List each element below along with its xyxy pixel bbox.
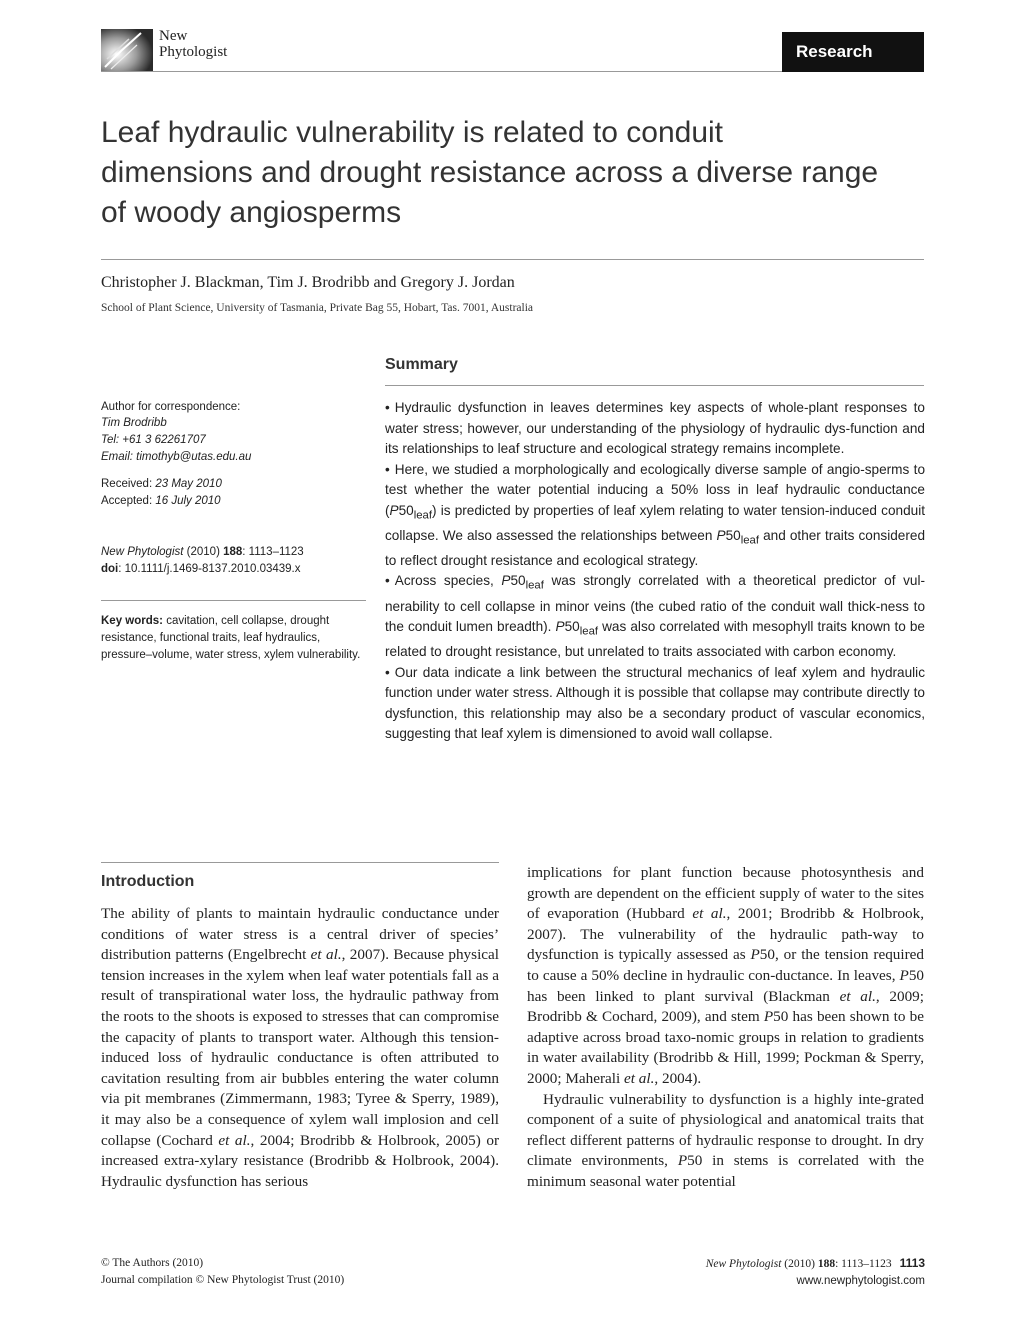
body-text: 50 has been shown to be adaptive across broad taxo-nomic groups in relation to gradients in water availability (Brodribb & Hill, 1999; Pockman & Sperry, 2000; Maherali xyxy=(527,1008,924,1087)
journal-logo-icon xyxy=(101,29,153,71)
summary-text: Our data indicate a link between the structural mechanics of leaf xylem and hydraulic function under water stress. Although it is possible that collapse may contribute directly to dysfunction, this relationship may also be a secondary product of vascular economics, suggesting that leaf xylem is dimensioned to avoid wall collapse. xyxy=(385,664,925,742)
paragraph xyxy=(527,1090,924,1193)
keywords-text: cavitation, cell collapse, drought resistance, functional traits, leaf hydraulics, pressure–volume, water stress, xylem vulnerability. xyxy=(101,615,361,661)
leaf-subscript: leaf xyxy=(579,625,599,638)
keywords xyxy=(101,613,363,664)
received-label: Received: xyxy=(101,478,156,490)
paragraph xyxy=(527,863,924,1090)
p-symbol: P xyxy=(501,573,511,589)
journal-name-line2: Phytologist xyxy=(159,44,228,60)
doi-value: : 10.1111/j.1469-8137.2010.03439.x xyxy=(118,563,301,575)
accepted-date xyxy=(101,493,366,510)
keywords-label: Key words: xyxy=(101,615,163,627)
leaf-subscript: leaf xyxy=(525,580,544,593)
body-text: 50, or the tension required to cause a 50% decline in hydraulic con-ductance. In leaves, xyxy=(527,946,924,984)
copyright-journal: Journal compilation © New Phytologist Trust (2010) xyxy=(101,1274,345,1286)
accepted-value: 16 July 2010 xyxy=(155,495,221,507)
summary-rule xyxy=(385,385,924,386)
paragraph xyxy=(101,904,499,1192)
footer-citation xyxy=(640,1255,925,1290)
summary-bullet-2 xyxy=(385,460,925,572)
et-al: et al. xyxy=(624,1069,655,1087)
citation-pages: : 1113–1123 xyxy=(242,546,304,558)
section-badge: Research xyxy=(782,32,924,72)
body-text: , 2004). xyxy=(654,1069,702,1087)
summary-heading: Summary xyxy=(385,356,458,373)
body-text: , 2004; Brodribb & Holbrook, 2005) or increased extra-xylary resistance (Brodribb & Holbrook, 2004). Hydraulic dysfunction has serious xyxy=(101,1131,500,1190)
introduction-rule xyxy=(101,862,499,863)
keywords-rule xyxy=(101,600,366,601)
et-al: et al. xyxy=(310,946,342,964)
footer-volume: 188 xyxy=(817,1258,836,1270)
leaf-subscript: leaf xyxy=(413,509,432,522)
received-date xyxy=(101,476,366,493)
correspondence-tel: Tel: +61 3 62261707 xyxy=(101,434,206,446)
body-text: , 2009; Brodribb & Cochard, 2009), and stem xyxy=(527,987,924,1026)
received-value: 23 May 2010 xyxy=(155,478,222,490)
summary-bullet-3 xyxy=(385,571,925,662)
body-text: Hydraulic vulnerability to dysfunction is a highly inte-grated component of a suite of physiological and anatomical traits that reflect different patterns of hydraulic response to drought. In dry climate environments, xyxy=(527,1090,924,1170)
p-symbol: P xyxy=(677,1152,688,1170)
correspondence-label: Author for correspondence: xyxy=(101,401,241,413)
summary-text: and other traits considered to reflect drought resistance and ecological strategy. xyxy=(385,527,926,568)
summary-list xyxy=(385,398,925,745)
journal-name xyxy=(159,28,227,60)
correspondence-name: Tim Brodribb xyxy=(101,417,167,429)
summary-text: Hydraulic dysfunction in leaves determines key aspects of whole-plant responses to water stress; however, our understanding of the physiology of hydraulic dys-function and its relationships to leaf structure and ecological strategy remains incomplete. xyxy=(385,400,925,456)
citation xyxy=(101,544,366,561)
footer-citation-line xyxy=(640,1255,925,1273)
citation-volume: 188 xyxy=(223,546,243,558)
body-column-right xyxy=(527,863,924,1193)
footer-copyright xyxy=(101,1255,344,1289)
body-text: 50 in stems is correlated with the minimum seasonal water potential xyxy=(527,1152,924,1190)
fifty: 50 xyxy=(725,527,741,543)
introduction-heading: Introduction xyxy=(101,873,195,890)
p-symbol: P xyxy=(899,966,909,984)
article-title: Leaf hydraulic vulnerability is related to conduit dimensions and drought resistance across a diverse range of woody angiosperms xyxy=(101,116,879,229)
footer-website[interactable]: www.newphytologist.com xyxy=(796,1275,925,1287)
p-symbol: P xyxy=(716,527,726,543)
fifty: 50 xyxy=(564,619,580,635)
journal-name-line1: New xyxy=(159,28,188,44)
doi[interactable] xyxy=(101,561,366,578)
p-symbol: P xyxy=(763,1008,774,1026)
title-rule xyxy=(101,259,924,260)
copyright-authors: © The Authors (2010) xyxy=(101,1257,204,1269)
authors: Christopher J. Blackman, Tim J. Brodribb and Gregory J. Jordan xyxy=(101,274,515,291)
body-text: , 2001; Brodribb & Holbrook, 2007). The vulnerability of the hydraulic path-way to dysfunction is typically assessed as xyxy=(527,905,924,964)
et-al: et al. xyxy=(839,987,876,1005)
body-text: implications for plant function because photosynthesis and growth are dependent on the efficient supply of water to the sites of evaporation (Hubbard xyxy=(527,864,924,923)
body-column-left xyxy=(101,904,499,1192)
bullet-icon: • xyxy=(385,664,390,680)
doi-label: doi xyxy=(101,563,119,575)
body-text: , 2007). Because physical tension increases in the xylem when leaf water potentials fall as a result of transpirational water loss, the hydraulic pathway from the roots to the shoots is exposed to stresses that can compromise the capacity of plants to transport water. Although this tension-induced loss of hydraulic conductance is often attributed to cavitation resulting from air bubbles entering the water column via pit membranes (Zimmermann, 1983; Tyree & Sperry, 1989), it may also be a consequence of xylem wall implosion and cell collapse (Cochard xyxy=(101,946,499,1149)
citation-journal: New Phytologist xyxy=(101,546,184,558)
leaf-subscript: leaf xyxy=(740,534,759,547)
footer-year: (2010) xyxy=(781,1258,818,1270)
body-text: The ability of plants to maintain hydraulic conductance under conditions of water stress is a central driver of species’ distribution patterns (Engelbrecht xyxy=(101,905,499,964)
footer-journal: New Phytologist xyxy=(705,1258,782,1270)
accepted-label: Accepted: xyxy=(101,495,156,507)
fifty: 50 xyxy=(510,573,526,589)
p-symbol: P xyxy=(750,946,760,964)
correspondence-email[interactable]: Email: timothyb@utas.edu.au xyxy=(101,451,252,463)
summary-text: was also correlated with mesophyll traits known to be related to drought resistance, but unrelated to traits associated with carbon economy. xyxy=(385,619,925,660)
summary-bullet-4 xyxy=(385,663,925,745)
summary-text: Here, we studied a morphologically and ecologically diverse sample of angio-sperms to test whether the water potential inducing a 50% loss in leaf hydraulic conductance ( xyxy=(385,461,925,518)
summary-text: Across species, xyxy=(394,573,502,589)
bullet-icon: • xyxy=(385,461,390,477)
bullet-icon: • xyxy=(385,400,390,415)
et-al: et al. xyxy=(692,905,727,923)
citation-year: (2010) xyxy=(183,546,224,558)
fifty: 50 xyxy=(398,502,414,518)
et-al: et al. xyxy=(218,1131,251,1149)
p-symbol: P xyxy=(389,502,399,518)
footer-pages: : 1113–1123 xyxy=(835,1258,892,1270)
affiliation: School of Plant Science, University of Tasmania, Private Bag 55, Hobart, Tas. 7001, Australia xyxy=(101,302,534,314)
summary-text: ) is predicted by properties of leaf xylem relating to water tension-induced conduit collapse. We also assessed the relationships between xyxy=(385,502,925,543)
page-number: 1113 xyxy=(899,1256,925,1270)
p-symbol: P xyxy=(555,619,565,635)
summary-bullet-1 xyxy=(385,398,925,460)
summary-text: was strongly correlated with a theoretical predictor of vul-nerability to cell collapse in minor veins (the cubed ratio of the conduit wall thick-ness to the conduit lumen breadth). xyxy=(385,573,926,635)
body-text: 50 has been linked to plant survival (Blackman xyxy=(527,966,924,1005)
bullet-icon: • xyxy=(385,573,390,589)
